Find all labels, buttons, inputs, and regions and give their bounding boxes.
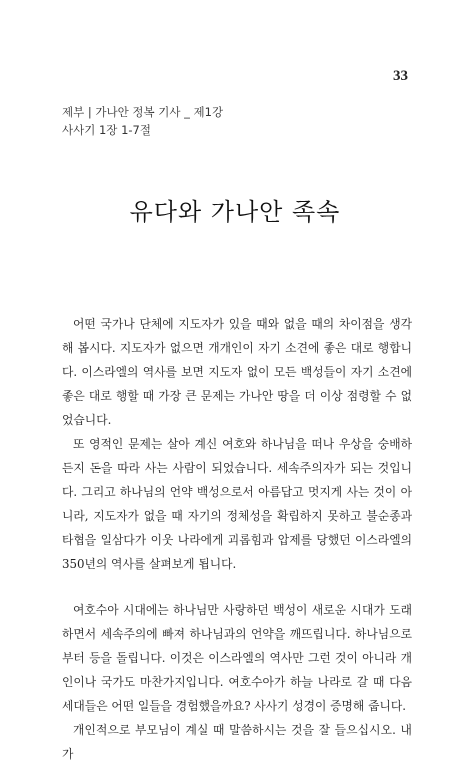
paragraph: 개인적으로 부모님이 계실 때 말씀하시는 것을 잘 들으십시오. 내가: [62, 723, 412, 761]
page-number: 33: [393, 68, 408, 84]
section-label: 제부 | 가나안 정복 기사 _ 제1강: [62, 105, 224, 119]
paragraph: 여호수아 시대에는 하나님만 사랑하던 백성이 새로운 시대가 도래하면서 세속주의에 빠져 하나님과의 언약을 깨뜨립니다. 하나님으로부터 등을 돌립니다. 이것은 이스라엘의 역사만 그런 것이 아니라 개인이나 국가도 마찬가지입니다. 여호수아가 하늘 나라로 갈 때 다음 세대들은 어떤 일들을 경험했을까요? 사사기 성경이 증명해 줍니다.: [62, 603, 412, 713]
paragraph: 또 영적인 문제는 살아 계신 여호와 하나님을 떠나 우상을 숭배하든지 돈을 따라 사는 사람이 되었습니다. 세속주의자가 되는 것입니다. 그리고 하나님의 언약 백성으로서 아름답고 멋지게 사는 것이 아니라, 지도자가 없을 때 자기의 정체성을 확립하지 못하고 불순종과 타협을 일삼다가 이웃 나라에게 괴롭힘과 압제를 당했던 이스라엘의 350년의 역사를 살펴보게 됩니다.: [62, 437, 412, 571]
body-text: [62, 312, 412, 766]
chapter-title: 유다와 가나안 족속: [129, 198, 341, 226]
paragraph: 어떤 국가나 단체에 지도자가 있을 때와 없을 때의 차이점을 생각해 봅시다. 지도자가 없으면 개개인이 자기 소견에 좋은 대로 행합니다. 이스라엘의 역사를 보면 지도자 없이 모든 백성들이 자기 소견에 좋은 대로 행할 때 가장 큰 문제는 가나안 땅을 더 이상 점령할 수 없었습니다.: [62, 317, 412, 427]
running-header: [62, 103, 223, 139]
scripture-reference: 사사기 1장 1-7절: [62, 123, 151, 137]
